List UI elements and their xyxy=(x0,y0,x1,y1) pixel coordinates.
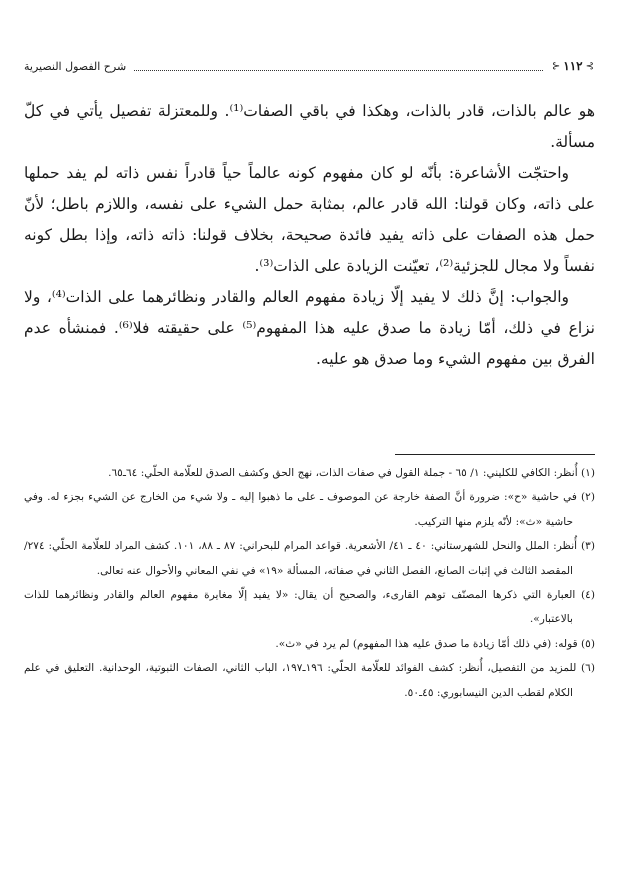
footnote-4: (٤) العبارة التي ذكرها المصنّف توهم القارىء، والصحيح أن يقال: «لا يفيد إلّا مغايرة مفهوم العالم والقادر ونظائرهما للذات بالاعتبار». xyxy=(24,589,595,626)
footnote-separator xyxy=(395,454,595,455)
paragraph-2: واحتجّت الأشاعرة: بأنّه لو كان مفهوم كونه عالماً حياً قادراً نفس ذاته لم يفد حملها على ذاته، وكان قولنا: الله قادر عالم، بمثابة حمل الشيء على نفسه، واللازم باطل؛ لأنّ حمل هذه الصفات على ذاته يفيد فائدة صحيحة، بخلاف قولنا: ذاته ذاته، وإذا بطل كونه نفساً ولا مجال للجزئية⁽²⁾، تعيّنت الزيادة على الذات⁽³⁾. xyxy=(24,164,595,275)
paragraph-3: والجواب: إنَّ ذلك لا يفيد إلّا زيادة مفهوم العالم والقادر ونظائرهما على الذات⁽⁴⁾، ولا نزاع في ذلك، أمّا زيادة ما صدق عليه هذا المفهوم⁽⁵⁾ على حقيقته فلا⁽⁶⁾. فمنشأه عدم الفرق بين مفهوم الشيء وما صدق هو عليه. xyxy=(24,288,595,368)
footnotes xyxy=(24,461,595,705)
paragraph-1: هو عالم بالذات، قادر بالذات، وهكذا في باقي الصفات⁽¹⁾. وللمعتزلة تفصيل يأتي في كلّ مسألة. xyxy=(24,102,595,151)
page-number-ornament-right: ⊱ xyxy=(585,60,594,72)
footnote-3: (٣) أُنظر: الملل والنحل للشهرستاني: ٤٠ ـ ٤١/ الأشعرية. قواعد المرام للبحراني: ٨٧ ـ ٨٨، ١٠١. كشف المراد للعلّامة الحلّي: ٢٧٤/ المقصد الثالث في إثبات الصانع، الفصل الثاني في صفاته، المسألة «١٩» في نفي المعاني والأحوال عنه تعالى. xyxy=(24,540,595,577)
header-dot-leader xyxy=(134,61,543,71)
footnote-6: (٦) للمزيد من التفصيل، أُنظر: كشف الفوائد للعلّامة الحلّي: ١٩٦ـ١٩٧، الباب الثاني، الصفات الثبوتية، الوحدانية. التعليق في علم الكلام لقطب الدين النيسابوري: ٤٥ـ٥٠. xyxy=(24,662,595,699)
running-title: شرح الفصول النصيرية xyxy=(24,59,127,73)
page-number: ١١٢ xyxy=(563,59,583,73)
running-header xyxy=(24,56,595,76)
footnote-2: (٢) في حاشية «ح»: ضرورة أنَّ الصفة خارجة عن الموصوف ـ على ما ذهبوا إليه ـ ولا شيء من الخارج عن الشيء بجزء له. وفي حاشية «ث»: لأنّه يلزم منها التركيب. xyxy=(24,491,595,528)
page-number-ornament-left: ⊰ xyxy=(551,60,561,72)
footnote-5: (٥) قوله: (في ذلك أمّا زيادة ما صدق عليه هذا المفهوم) لم يرد في «ث». xyxy=(275,637,595,650)
main-text xyxy=(24,96,595,375)
footnote-1: (١) أُنظر: الكافي للكليني: ١/ ٦٥ - جملة القول في صفات الذات، نهج الحق وكشف الصدق للعلّامة الحلّي: ٦٤ـ٦٥. xyxy=(108,467,595,479)
